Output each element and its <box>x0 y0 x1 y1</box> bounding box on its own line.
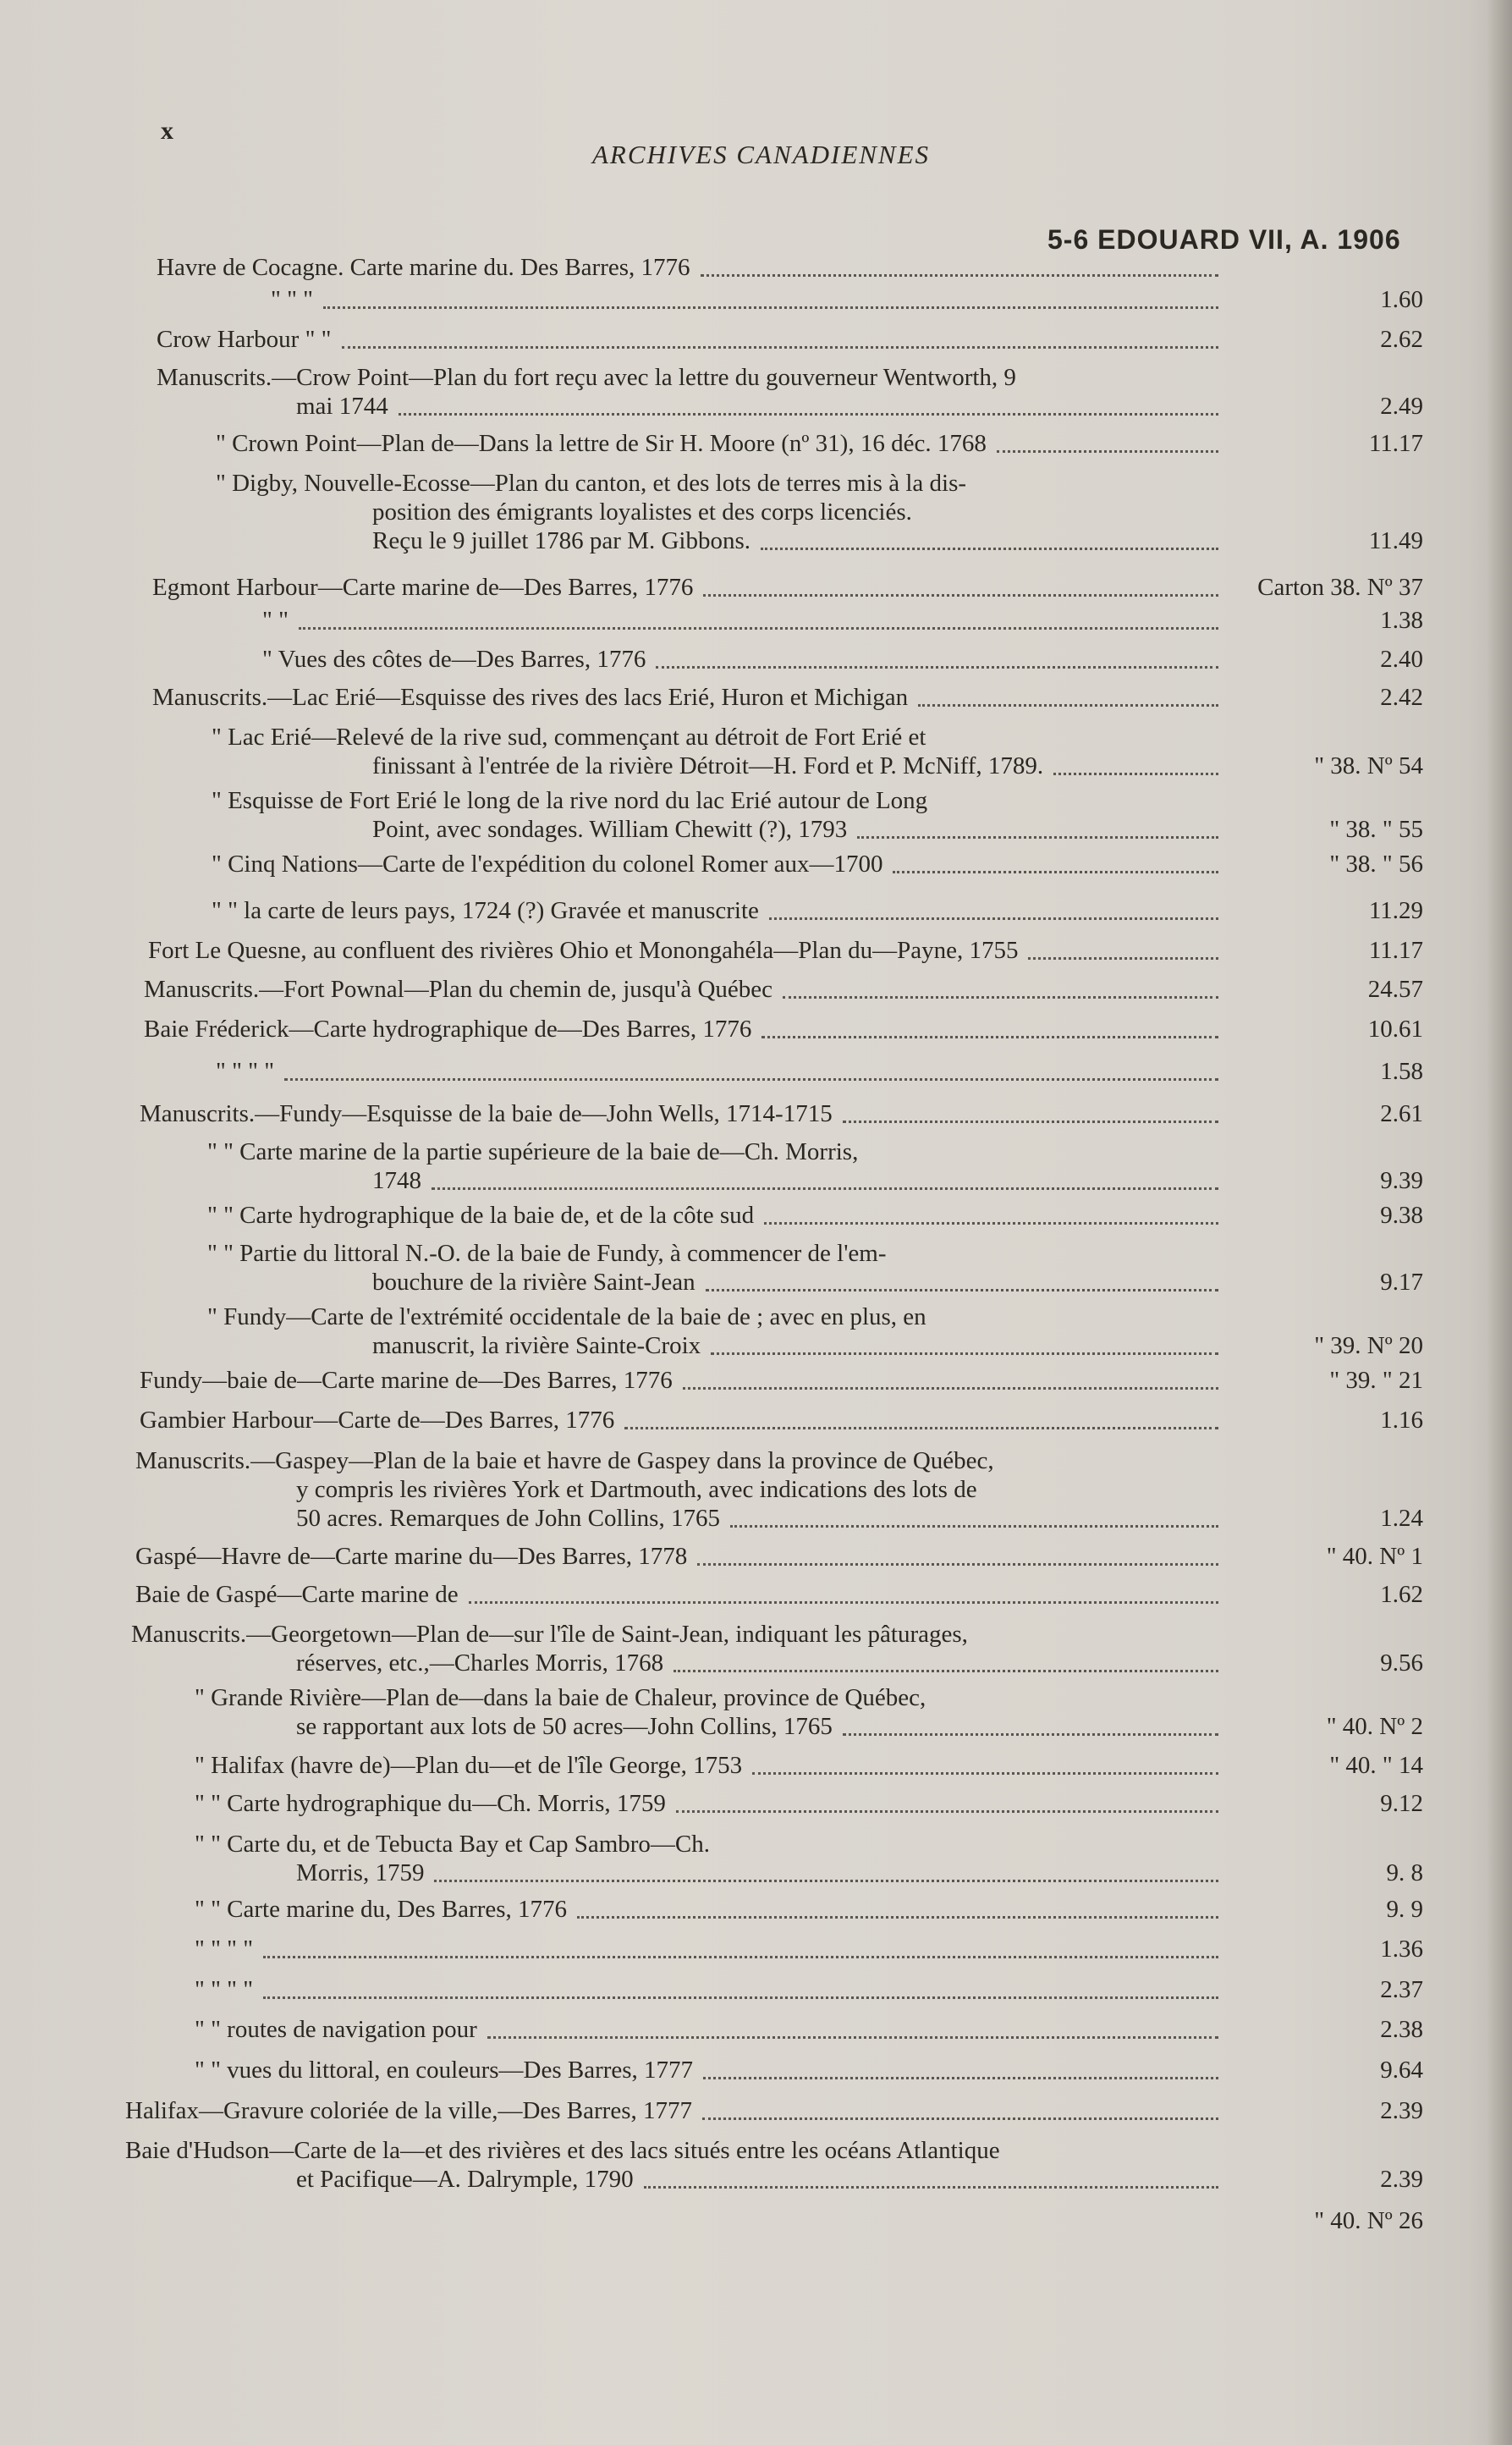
entry-text: Baie Fréderick—Carte hydrographique de—Des Barres, 1776 <box>144 1016 752 1043</box>
dot-leader <box>706 1289 1218 1291</box>
session-label: 5-6 EDOUARD VII, A. 1906 <box>1047 224 1401 255</box>
dot-leader <box>656 666 1218 669</box>
entry-text: " Grande Rivière—Plan de—dans la baie de Chaleur, province de Québec, <box>195 1684 926 1711</box>
entry-continuation: y compris les rivières York et Dartmouth, avec indications des lots de <box>296 1476 977 1503</box>
entry-reference: " 39. " 21 <box>1329 1367 1423 1394</box>
dot-leader <box>487 2036 1218 2039</box>
dot-leader <box>843 1121 1218 1123</box>
dot-leader <box>434 1880 1218 1882</box>
dot-leader <box>676 1810 1218 1813</box>
entry-text: " Crown Point—Plan de—Dans la lettre de Sir H. Moore (nº 31), 16 déc. 1768 <box>216 430 987 457</box>
entry-text: " Lac Erié—Relevé de la rive sud, commençant au détroit de Fort Erié et <box>212 724 926 751</box>
entry-text: " " " " <box>216 1058 275 1085</box>
entry-text: Crow Harbour " " <box>157 326 332 353</box>
dot-leader <box>711 1352 1218 1355</box>
dot-leader <box>1053 773 1218 775</box>
entry-reference: 2.40 <box>1380 646 1423 673</box>
dot-leader <box>997 450 1218 453</box>
entry-continuation: bouchure de la rivière Saint-Jean <box>372 1269 696 1296</box>
page-number: x <box>161 117 173 145</box>
running-title: ARCHIVES CANADIENNES <box>592 140 931 169</box>
entry-text: Havre de Cocagne. Carte marine du. Des Barres, 1776 <box>157 254 690 281</box>
entry-text: Baie de Gaspé—Carte marine de <box>135 1581 459 1608</box>
dot-leader <box>342 346 1218 349</box>
dot-leader <box>299 627 1218 630</box>
dot-leader <box>399 413 1218 416</box>
entry-continuation: Point, avec sondages. William Chewitt (?), 1793 <box>372 816 848 843</box>
dot-leader <box>432 1187 1218 1190</box>
entry-reference: " 38. " 56 <box>1329 851 1423 878</box>
entry-continuation: position des émigrants loyalistes et des corps licenciés. <box>372 498 912 526</box>
entry-reference: 2.37 <box>1380 1976 1423 2003</box>
entry-text: Manuscrits.—Gaspey—Plan de la baie et havre de Gaspey dans la province de Québec, <box>135 1447 994 1474</box>
entry-text: Gambier Harbour—Carte de—Des Barres, 1776 <box>140 1407 615 1434</box>
entry-reference: " 38. Nº 54 <box>1314 752 1423 779</box>
dot-leader <box>783 996 1218 999</box>
entry-reference: 2.39 <box>1380 2166 1423 2193</box>
dot-leader <box>769 917 1218 920</box>
entry-reference: 1.24 <box>1380 1505 1423 1532</box>
dot-leader <box>284 1078 1218 1081</box>
entry-reference: 24.57 <box>1367 976 1423 1003</box>
dot-leader <box>697 1563 1218 1566</box>
entry-continuation: 50 acres. Remarques de John Collins, 1765 <box>296 1505 720 1532</box>
entry-reference: " 40. Nº 26 <box>1314 2207 1423 2234</box>
dot-leader <box>703 594 1218 597</box>
dot-leader <box>843 1733 1218 1736</box>
entry-reference: 1.62 <box>1380 1581 1423 1608</box>
dot-leader <box>730 1525 1218 1528</box>
entry-text: " " la carte de leurs pays, 1724 (?) Gravée et manuscrite <box>212 897 759 924</box>
entry-continuation: et Pacifique—A. Dalrymple, 1790 <box>296 2166 634 2193</box>
entry-text: Egmont Harbour—Carte marine de—Des Barres, 1776 <box>152 574 694 601</box>
dot-leader <box>1028 957 1218 960</box>
entry-text: " Vues des côtes de—Des Barres, 1776 <box>262 646 646 673</box>
entry-text: Manuscrits.—Crow Point—Plan du fort reçu avec la lettre du gouverneur Wentworth, 9 <box>157 364 1016 391</box>
entry-text: Manuscrits.—Fort Pownal—Plan du chemin de, jusqu'à Québec <box>144 976 772 1003</box>
entry-continuation: réserves, etc.,—Charles Morris, 1768 <box>296 1649 664 1677</box>
entry-reference: 11.49 <box>1368 527 1423 554</box>
entry-text: " " " " <box>195 1936 254 1963</box>
entry-reference: 9.39 <box>1380 1167 1423 1194</box>
entry-text: Baie d'Hudson—Carte de la—et des rivières et des lacs situés entre les océans Atlantique <box>125 2137 1000 2164</box>
dot-leader <box>323 306 1218 309</box>
entry-reference: 2.61 <box>1380 1100 1423 1127</box>
entry-text: " " Carte du, et de Tebucta Bay et Cap Sambro—Ch. <box>195 1831 711 1858</box>
entry-text: Fort Le Quesne, au confluent des rivières Ohio et Monongahéla—Plan du—Payne, 1755 <box>148 937 1019 964</box>
entry-reference: 9.38 <box>1380 1202 1423 1229</box>
dot-leader <box>674 1670 1218 1672</box>
entry-reference: " 38. " 55 <box>1329 816 1423 843</box>
entry-reference: 1.38 <box>1380 607 1423 634</box>
entry-text: " " routes de navigation pour <box>195 2016 477 2043</box>
dot-leader <box>577 1916 1218 1919</box>
entry-reference: 9. 9 <box>1386 1896 1423 1923</box>
entry-text: " " Carte marine de la partie supérieure de la baie de—Ch. Morris, <box>207 1138 859 1165</box>
entry-continuation: se rapportant aux lots de 50 acres—John Collins, 1765 <box>296 1713 833 1740</box>
entry-reference: 1.36 <box>1380 1936 1423 1963</box>
dot-leader <box>263 1996 1218 1999</box>
dot-leader <box>701 274 1218 277</box>
entry-text: " " " " <box>195 1976 254 2003</box>
dot-leader <box>761 548 1218 550</box>
dot-leader <box>761 1036 1218 1038</box>
dot-leader <box>469 1601 1218 1604</box>
entry-text: Manuscrits.—Fundy—Esquisse de la baie de—John Wells, 1714-1715 <box>140 1100 833 1127</box>
dot-leader <box>918 704 1218 707</box>
entry-reference: 2.39 <box>1380 2097 1423 2124</box>
entry-reference: 9.17 <box>1380 1269 1423 1296</box>
entry-continuation: Morris, 1759 <box>296 1859 425 1886</box>
entry-reference: " 39. Nº 20 <box>1314 1332 1423 1359</box>
dot-leader <box>644 2186 1218 2189</box>
entry-continuation: manuscrit, la rivière Sainte-Croix <box>372 1332 701 1359</box>
entry-text: Fundy—baie de—Carte marine de—Des Barres, 1776 <box>140 1367 673 1394</box>
entry-reference: 9.64 <box>1380 2057 1423 2084</box>
entry-continuation: Reçu le 9 juillet 1786 par M. Gibbons. <box>372 527 751 554</box>
entry-continuation: 1748 <box>372 1167 421 1194</box>
entry-reference: 2.49 <box>1380 393 1423 420</box>
entry-text: " " <box>262 607 289 634</box>
entry-text: Manuscrits.—Georgetown—Plan de—sur l'île de Saint-Jean, indiquant les pâturages, <box>131 1621 968 1648</box>
entry-reference: " 40. Nº 2 <box>1326 1713 1423 1740</box>
entry-text: " Cinq Nations—Carte de l'expédition du colonel Romer aux—1700 <box>212 851 883 878</box>
entry-text: " " Carte hydrographique de la baie de, et de la côte sud <box>207 1202 755 1229</box>
entry-text: " " Carte marine du, Des Barres, 1776 <box>195 1896 568 1923</box>
entry-reference: 9. 8 <box>1386 1859 1423 1886</box>
entry-reference: " 40. " 14 <box>1329 1752 1423 1779</box>
entry-reference: 9.56 <box>1380 1649 1423 1677</box>
entry-text: " " vues du littoral, en couleurs—Des Barres, 1777 <box>195 2057 694 2084</box>
entry-text: " Halifax (havre de)—Plan du—et de l'île George, 1753 <box>195 1752 743 1779</box>
entry-reference: " 40. Nº 1 <box>1326 1543 1423 1570</box>
entry-reference: 11.29 <box>1368 897 1423 924</box>
entry-text: Halifax—Gravure coloriée de la ville,—Des Barres, 1777 <box>125 2097 692 2124</box>
entry-text: " " " <box>271 286 314 313</box>
entry-reference: 10.61 <box>1367 1016 1423 1043</box>
dot-leader <box>624 1427 1218 1429</box>
entry-reference: Carton 38. Nº 37 <box>1257 574 1423 601</box>
entry-reference: 2.62 <box>1380 326 1423 353</box>
entry-text: " Digby, Nouvelle-Ecosse—Plan du canton, et des lots de terres mis à la dis- <box>216 470 967 497</box>
entry-reference: 1.60 <box>1380 286 1423 313</box>
entry-text: " " Carte hydrographique du—Ch. Morris, 1759 <box>195 1790 666 1817</box>
dot-leader <box>703 2077 1218 2079</box>
entry-text: " Esquisse de Fort Erié le long de la rive nord du lac Erié autour de Long <box>212 787 928 814</box>
entry-reference: 2.38 <box>1380 2016 1423 2043</box>
entry-text: Gaspé—Havre de—Carte marine du—Des Barres, 1778 <box>135 1543 688 1570</box>
dot-leader <box>683 1387 1218 1390</box>
dot-leader <box>764 1222 1218 1225</box>
entry-reference: 2.42 <box>1380 684 1423 711</box>
entry-reference: 9.12 <box>1380 1790 1423 1817</box>
entry-reference: 1.16 <box>1380 1407 1423 1434</box>
dot-leader <box>893 871 1218 873</box>
entry-text: " " Partie du littoral N.-O. de la baie de Fundy, à commencer de l'em- <box>207 1240 887 1267</box>
entry-reference: 11.17 <box>1368 430 1423 457</box>
dot-leader <box>857 836 1218 839</box>
entry-reference: 1.58 <box>1380 1058 1423 1085</box>
entry-continuation: finissant à l'entrée de la rivière Détroit—H. Ford et P. McNiff, 1789. <box>372 752 1044 779</box>
entry-text: Manuscrits.—Lac Erié—Esquisse des rives des lacs Erié, Huron et Michigan <box>152 684 909 711</box>
entry-continuation: mai 1744 <box>296 393 388 420</box>
dot-leader <box>702 2117 1218 2120</box>
dot-leader <box>263 1956 1218 1958</box>
dot-leader <box>752 1772 1218 1775</box>
entry-reference: 11.17 <box>1368 937 1423 964</box>
entry-text: " Fundy—Carte de l'extrémité occidentale de la baie de ; avec en plus, en <box>207 1303 926 1330</box>
